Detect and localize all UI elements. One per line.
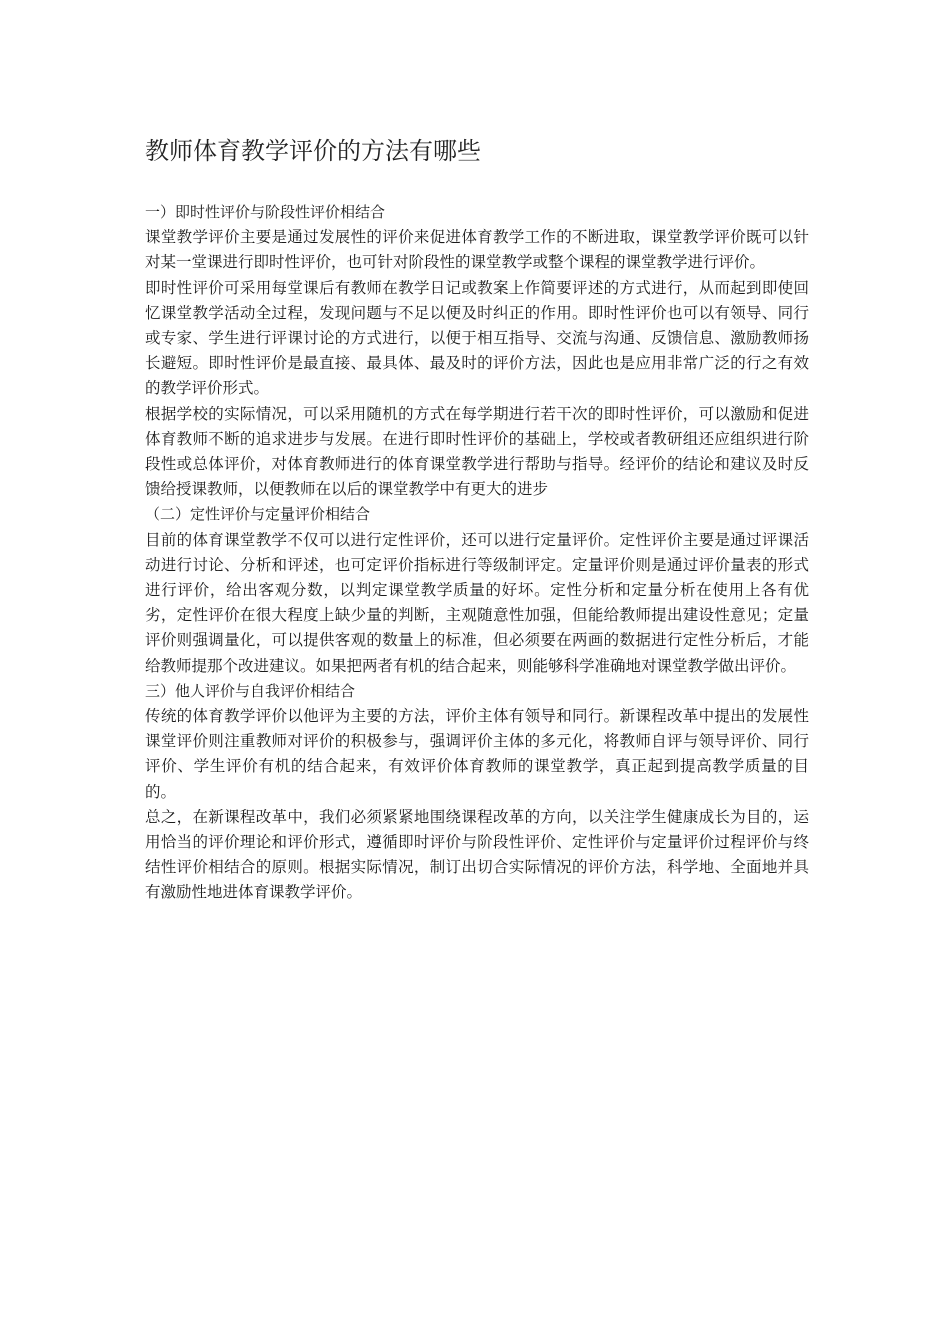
paragraph: 即时性评价可采用每堂课后有教师在教学日记或教案上作简要评述的方式进行，从而起到即使回忆课堂教学活动全过程，发现问题与不足以便及时纠正的作用。即时性评价也可以有领导、同行或专家、学生进行评课讨论的方式进行，以便于相互指导、交流与沟通、反馈信息、激励教师扬长避短。即时性评价是最直接、最具体、最及时的评价方法，因此也是应用非常广泛的行之有效的教学评价形式。 [145,278,809,398]
section-heading-1: 一）即时性评价与阶段性评价相结合 [145,203,386,221]
document-body [145,200,809,906]
section-heading-2: （二）定性评价与定量评价相结合 [145,505,371,524]
document-title: 教师体育教学评价的方法有哪些 [145,137,481,165]
document-content [145,134,809,906]
paragraph: 课堂教学评价主要是通过发展性的评价来促进体育教学工作的不断进取，课堂教学评价既可以针对某一堂课进行即时性评价，也可针对阶段性的课堂教学或整个课程的课堂教学进行评价。 [145,228,809,272]
paragraph: 根据学校的实际情况，可以采用随机的方式在每学期进行若干次的即时性评价，可以激励和促进体育教师不断的追求进步与发展。在进行即时性评价的基础上，学校或者教研组还应组织进行阶段性或总体评价，对体育教师进行的体育课堂教学进行帮助与指导。经评价的结论和建议及时反馈给授课教师，以便教师在以后的课堂教学中有更大的进步 [145,404,809,499]
paragraph: 目前的体育课堂教学不仅可以进行定性评价，还可以进行定量评价。定性评价主要是通过评课活动进行讨论、分析和评述，也可定评价指标进行等级制评定。定量评价则是通过评价量表的形式进行评价，给出客观分数，以判定课堂教学质量的好坏。定性分析和定量分析在使用上各有优劣，定性评价在很大程度上缺少量的判断，主观随意性加强，但能给教师提出建设性意见；定量评价则强调量化，可以提供客观的数量上的标准，但必须要在两画的数据进行定性分析后，才能给教师提那个改进建议。如果把两者有机的结合起来，则能够科学准确地对课堂教学做出评价。 [145,530,809,675]
paragraph: 总之，在新课程改革中，我们必须紧紧地围绕课程改革的方向，以关注学生健康成长为目的，运用恰当的评价理论和评价形式，遵循即时评价与阶段性评价、定性评价与定量评价过程评价与终结性评价相结合的原则。根据实际情况，制订出切合实际情况的评价方法，科学地、全面地并具有激励性地进体育课教学评价。 [145,807,809,902]
section-heading-3: 三）他人评价与自我评价相结合 [145,681,356,700]
paragraph: 传统的体育教学评价以他评为主要的方法，评价主体有领导和同行。新课程改革中提出的发展性课堂评价则注重教师对评价的积极参与，强调评价主体的多元化，将教师自评与领导评价、同行评价、学生评价有机的结合起来，有效评价体育教师的课堂教学，真正起到提高教学质量的目的。 [145,707,809,801]
